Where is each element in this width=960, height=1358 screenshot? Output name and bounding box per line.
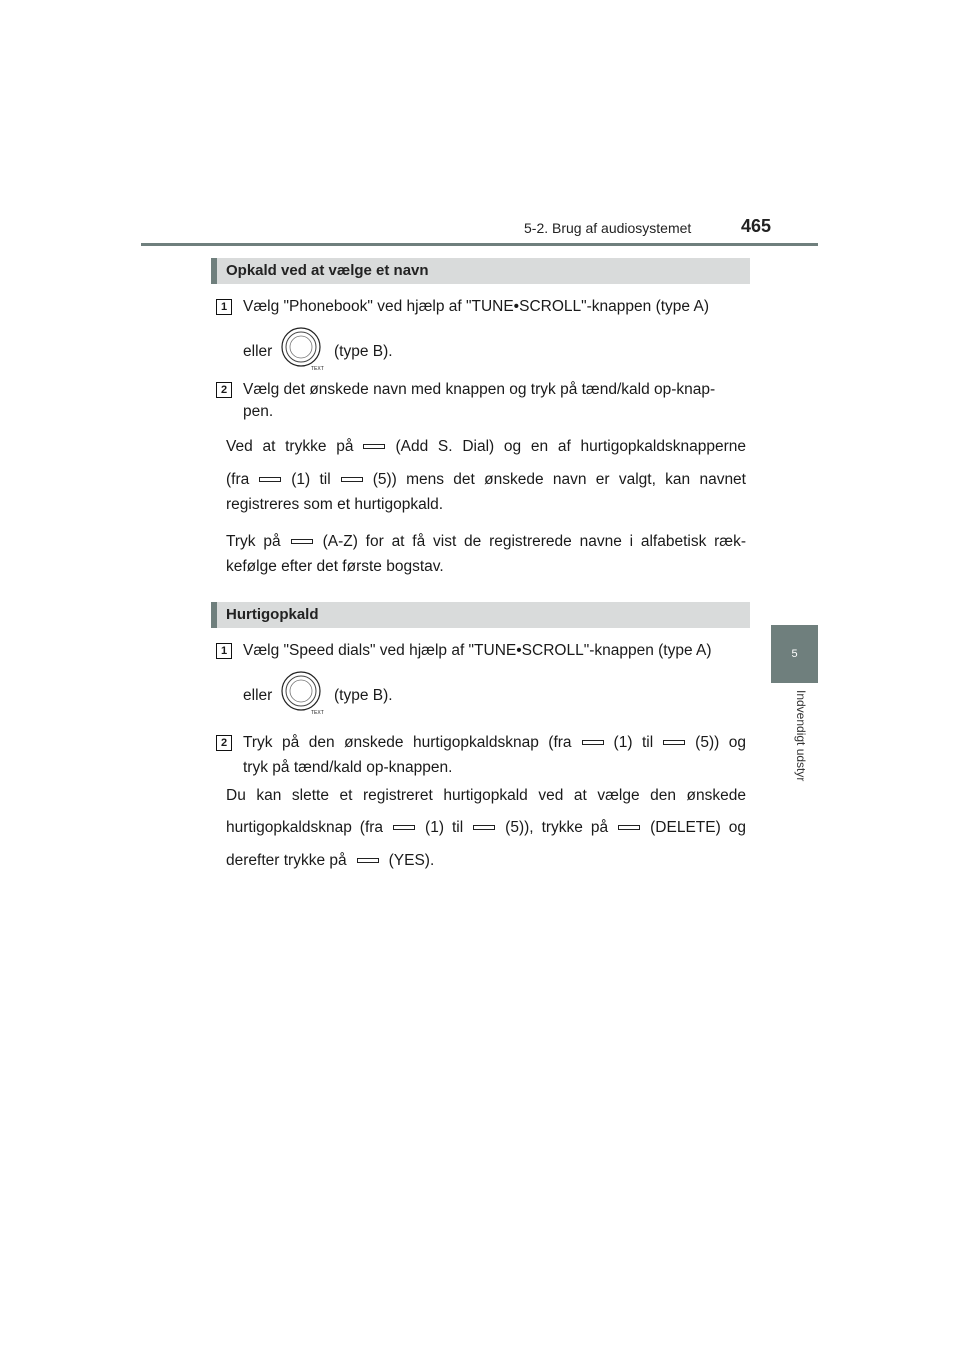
text-run: Tryk på den ønskede hurtigopkaldsknap (fra <box>243 734 572 751</box>
text-run: (DELETE) og <box>650 819 746 836</box>
step-text <box>243 733 746 753</box>
screen-button-icon <box>582 740 604 745</box>
step-number: 1 <box>216 643 232 659</box>
info-paragraph <box>226 470 746 490</box>
text-run: (5)) mens det ønskede navn er valgt, kan navnet <box>372 471 746 488</box>
section-heading-call-by-name <box>211 258 750 284</box>
info-paragraph <box>226 532 746 552</box>
step-text-eller: eller <box>243 343 273 360</box>
text-run: (fra <box>226 471 250 488</box>
screen-button-icon <box>291 539 313 544</box>
screen-button-icon <box>663 740 685 745</box>
screen-button-icon <box>259 477 281 482</box>
text-run: (5)), trykke på <box>505 819 609 836</box>
screen-button-icon <box>393 825 415 830</box>
info-paragraph <box>226 818 746 838</box>
chapter-label: Indvendigt udstyr <box>794 690 808 782</box>
page-number: 465 <box>741 216 772 236</box>
text-run: hurtigopkaldsknap (fra <box>226 819 384 836</box>
step-text: Vælg "Phonebook" ved hjælp af "TUNE•SCROLL"-knappen (type A) <box>243 298 709 315</box>
chapter-tab <box>771 625 818 683</box>
screen-button-icon <box>357 858 379 863</box>
step-text-type-b: (type B). <box>334 687 393 704</box>
step-number: 2 <box>216 382 232 398</box>
tune-knob-icon <box>280 327 324 371</box>
step-text: Vælg det ønskede navn med knappen og tryk på tænd/kald op-knap- <box>243 381 716 398</box>
text-run: (YES). <box>388 852 435 869</box>
info-paragraph: kefølge efter det første bogstav. <box>226 558 444 575</box>
step-text: pen. <box>243 403 274 420</box>
info-paragraph <box>226 437 746 457</box>
running-header-section: 5-2. Brug af audiosystemet <box>524 220 692 236</box>
step-text-type-b: (type B). <box>334 343 393 360</box>
screen-button-icon <box>363 444 385 449</box>
text-run: derefter trykke på <box>226 852 347 869</box>
info-paragraph: Du kan slette et registreret hurtigopkald ved at vælge den ønskede <box>226 787 746 804</box>
section-heading-speed-dial <box>211 602 750 628</box>
screen-button-icon <box>473 825 495 830</box>
section-title: Hurtigopkald <box>226 606 319 623</box>
header-rule <box>141 243 818 246</box>
step-text: Vælg "Speed dials" ved hjælp af "TUNE•SCROLL"-knappen (type A) <box>243 642 712 659</box>
text-run: (Add S. Dial) og en af hurtigopkaldsknapperne <box>395 438 746 455</box>
info-paragraph <box>226 851 434 871</box>
section-title: Opkald ved at vælge et navn <box>226 262 429 279</box>
step-number: 2 <box>216 735 232 751</box>
step-number: 1 <box>216 299 232 315</box>
text-run: (1) til <box>291 471 331 488</box>
tune-knob-icon <box>280 671 324 715</box>
step-text-eller: eller <box>243 687 273 704</box>
step-text: tryk på tænd/kald op-knappen. <box>243 759 453 776</box>
text-run: Ved at trykke på <box>226 438 354 455</box>
screen-button-icon <box>341 477 363 482</box>
text-run: (5)) og <box>695 734 746 751</box>
text-run: (A-Z) for at få vist de registrerede navne i alfabetisk ræk- <box>322 533 746 550</box>
text-run: Tryk på <box>226 533 281 550</box>
text-run: (1) til <box>613 734 654 751</box>
text-run: (1) til <box>425 819 464 836</box>
screen-button-icon <box>618 825 640 830</box>
info-paragraph: registreres som et hurtigopkald. <box>226 496 444 513</box>
knob-label: TEXT <box>311 710 324 715</box>
chapter-number: 5 <box>791 648 798 660</box>
knob-label: TEXT <box>311 366 324 371</box>
